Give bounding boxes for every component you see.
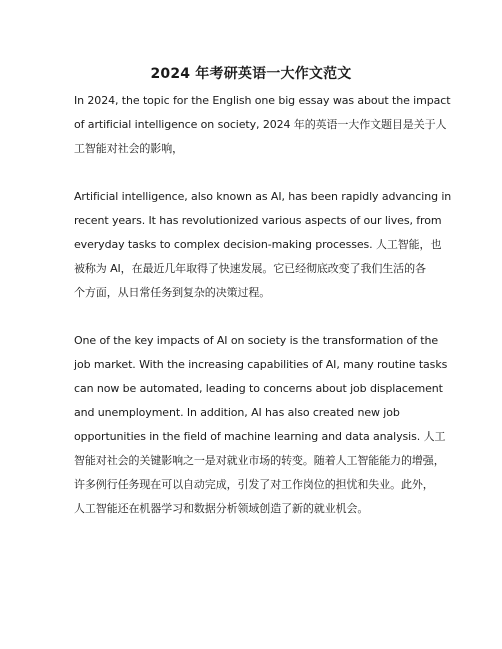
text-line: everyday tasks to complex decision-making processes. 人工智能，也: [74, 238, 442, 251]
text-line: 个方面，从日常任务到复杂的决策过程。: [74, 286, 271, 299]
text-line: can now be automated, leading to concerns about job displacement: [74, 382, 443, 395]
text-line: Artificial intelligence, also known as AI, has been rapidly advancing in: [74, 190, 452, 203]
paragraph-3: [74, 329, 448, 521]
text-line: 许多例行任务现在可以自动完成，引发了对工作岗位的担忧和失业。此外，: [74, 478, 434, 491]
paragraph-1: [74, 89, 451, 161]
paragraph-2: [74, 185, 452, 305]
text-line: recent years. It has revolutionized various aspects of our lives, from: [74, 214, 442, 227]
text-line: 智能对社会的关键影响之一是对就业市场的转变。随着人工智能能力的增强，: [74, 454, 445, 467]
document-title: 2024 年考研英语一大作文范文: [150, 66, 352, 82]
text-line: of artificial intelligence on society, 2024 年的英语一大作文题目是关于人: [74, 118, 447, 131]
text-line: One of the key impacts of AI on society is the transformation of the: [74, 334, 439, 347]
text-line: 工智能对社会的影响，: [74, 142, 183, 155]
text-line: In 2024, the topic for the English one big essay was about the impact: [74, 94, 451, 107]
text-line: job market. With the increasing capabilities of AI, many routine tasks: [74, 358, 448, 371]
text-line: 人工智能还在机器学习和数据分析领域创造了新的就业机会。: [74, 502, 369, 515]
text-line: 被称为 AI，在最近几年取得了快速发展。它已经彻底改变了我们生活的各: [74, 262, 426, 275]
text-line: and unemployment. In addition, AI has also created new job: [74, 406, 400, 419]
document-body: [74, 89, 452, 545]
text-line: opportunities in the field of machine learning and data analysis. 人工: [74, 430, 446, 443]
